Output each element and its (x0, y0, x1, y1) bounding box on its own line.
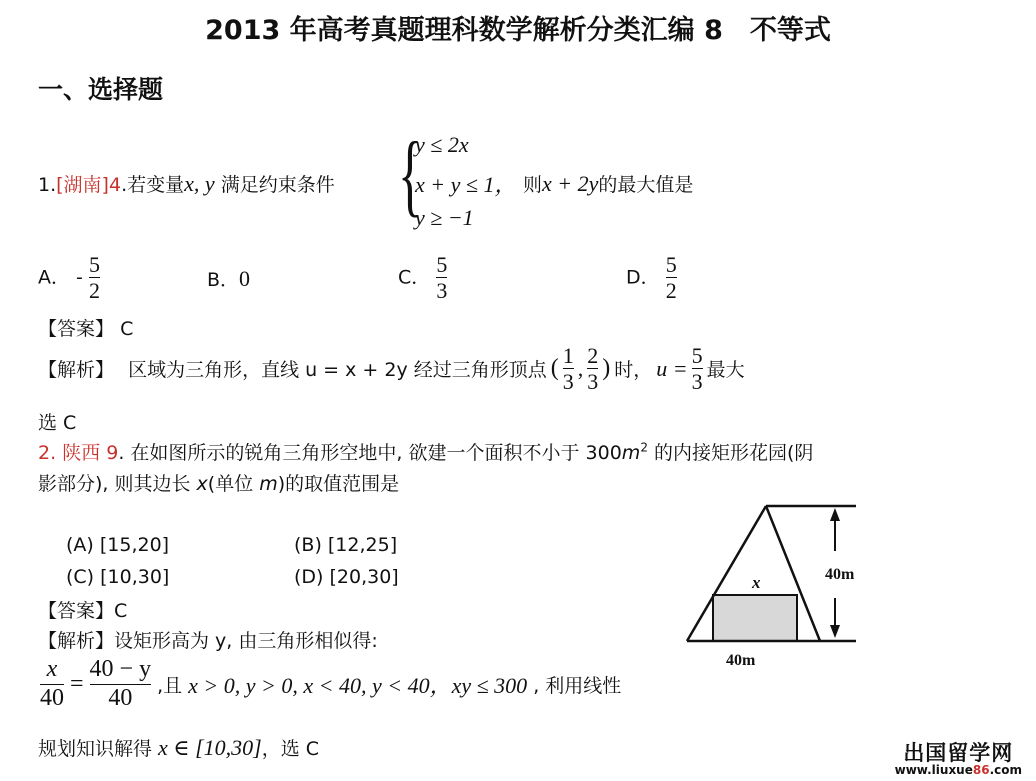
option-b-label: B． (207, 269, 240, 291)
url-b: 86 (972, 763, 990, 778)
q2-line2-a: 影部分), 则其边长 (38, 473, 197, 495)
frac-den: 2 (88, 278, 100, 304)
option-d-label: D． (626, 266, 660, 289)
q2-unit2: m (259, 473, 278, 495)
q1-option-b (207, 265, 250, 292)
paren-close: ) (602, 355, 611, 382)
q1-ask-b: 的最大值是 (598, 174, 694, 196)
option-b-value: 0 (239, 266, 251, 291)
triangle-figure (680, 495, 880, 675)
q1-stem-a: .若变量 (121, 174, 185, 196)
arrow-up-head-icon (830, 508, 840, 521)
q1-constraint-1: y ≤ 2x (415, 132, 469, 157)
q1-ask-expr: x + 2y (542, 171, 599, 196)
inscribed-rectangle (713, 595, 797, 641)
q1-constraint-2: x + y ≤ 1， (415, 172, 517, 197)
answer-value: C (114, 600, 128, 622)
q2-number: 2. (38, 442, 57, 464)
eq-left-fraction (40, 656, 64, 712)
option-a-sign: - (76, 266, 83, 289)
final-b: ，选 C (261, 738, 320, 760)
option-d-fraction (666, 252, 677, 304)
q1-option-d (626, 252, 677, 304)
q1-vars: x, y (184, 171, 215, 196)
q2-option-b: (B) [12,25] (294, 534, 398, 556)
q2-var: x (196, 473, 208, 495)
u-equals: u = (656, 355, 688, 381)
figure-label-base: 40m (726, 652, 756, 669)
frac-num: x (46, 656, 58, 682)
q2-superscript: 2 (640, 440, 648, 455)
frac-den: 40 (108, 684, 133, 711)
figure-label-x: x (752, 573, 761, 592)
eq-tail-b: , 利用线性 (533, 674, 622, 697)
q2-stem-a: . 在如图所示的锐角三角形空地中, 欲建一个面积不小于 300 (118, 442, 622, 464)
q1-ask-a: 则 (523, 174, 543, 196)
analysis-text-c: 最大 (706, 359, 745, 382)
answer-label: 【答案】 (38, 318, 115, 340)
page-title: 2013 年高考真题理科数学解析分类汇编 8 不等式 (205, 15, 831, 46)
q1-constraint-3: y ≥ −1 (415, 205, 474, 230)
q1-stem-b: 满足约束条件 (220, 174, 335, 196)
frac-num: 5 (436, 252, 448, 277)
frac-den: 3 (691, 369, 703, 395)
q1-number: 1. (38, 174, 57, 196)
q2-stem-line1 (38, 438, 813, 465)
comma: , (577, 355, 584, 381)
analysis-text: 区域为三角形，直线 u = x + 2y 经过三角形顶点 (128, 359, 547, 382)
frac-den: 2 (665, 278, 677, 304)
frac-num: 40 − y (89, 656, 152, 682)
q2-analysis (38, 626, 378, 653)
url-c: .com (989, 763, 1022, 778)
q1-brace: { (398, 123, 423, 225)
q1-option-c (398, 252, 447, 304)
frac-num: 5 (665, 252, 677, 277)
analysis-text-b: 时， (614, 359, 653, 382)
option-a-fraction (89, 252, 100, 304)
q1-stem (38, 170, 335, 197)
frac-den: 3 (587, 369, 599, 395)
frac-num: 5 (88, 252, 100, 277)
equals-sign: = (70, 670, 84, 697)
frac-den: 3 (562, 369, 574, 395)
frac-num: 5 (691, 343, 703, 368)
figure-label-height: 40m (825, 566, 855, 583)
vertex-y-fraction (587, 343, 598, 395)
eq-tail-a: ,且 (157, 674, 183, 697)
eq-right-fraction (90, 656, 152, 712)
q2-conclusion (38, 734, 319, 761)
q1-analysis (38, 343, 745, 395)
arrow-down-head-icon (830, 625, 840, 638)
answer-label: 【答案】 (38, 600, 115, 622)
watermark-logo (895, 742, 1022, 777)
q2-unit: m (621, 442, 641, 464)
answer-value: C (120, 318, 134, 340)
option-c-label: C． (398, 266, 431, 289)
watermark-cn: 出国留学网 (903, 741, 1014, 766)
q2-option-d: (D) [20,30] (294, 566, 399, 588)
section-heading: 一、选择题 (38, 75, 164, 104)
q2-stem-b: 的内接矩形花园(阴 (647, 442, 814, 464)
url-a: www.liuxue (894, 763, 973, 778)
frac-den: 40 (40, 684, 64, 711)
eq-tail-math: x > 0, y > 0, x < 40, y < 40，xy ≤ 300 (188, 672, 528, 698)
q1-ask (523, 170, 693, 197)
vertex-x-fraction (563, 343, 574, 395)
frac-num: 2 (587, 343, 599, 368)
q2-option-a: (A) [15,20] (66, 534, 170, 556)
q1-source: [湖南]4 (56, 174, 122, 196)
q2-answer (38, 596, 127, 623)
q1-answer (38, 314, 133, 341)
frac-den: 3 (436, 278, 448, 304)
q2-source: 陕西 9 (62, 442, 119, 464)
final-a: 规划知识解得 (38, 738, 159, 760)
analysis-text: 设矩形高为 y, 由三角形相似得: (114, 630, 378, 652)
analysis-label: 【解析】 (38, 359, 115, 382)
u-fraction (692, 343, 703, 395)
analysis-label: 【解析】 (38, 630, 115, 652)
q1-option-a (38, 252, 100, 304)
option-a-label: A． (38, 266, 70, 289)
frac-num: 1 (562, 343, 574, 368)
q2-stem-line2 (38, 469, 399, 496)
paren-open: ( (550, 355, 559, 382)
watermark-url (895, 764, 1022, 777)
q2-equation (40, 656, 621, 712)
q2-line2-b: (单位 (207, 473, 260, 495)
q2-line2-c: )的取值范围是 (277, 473, 400, 495)
q1-choose: 选 C (38, 412, 77, 434)
final-math: x ∈ [10,30] (158, 735, 262, 760)
option-c-fraction (436, 252, 447, 304)
q2-option-c: (C) [10,30] (66, 566, 170, 588)
